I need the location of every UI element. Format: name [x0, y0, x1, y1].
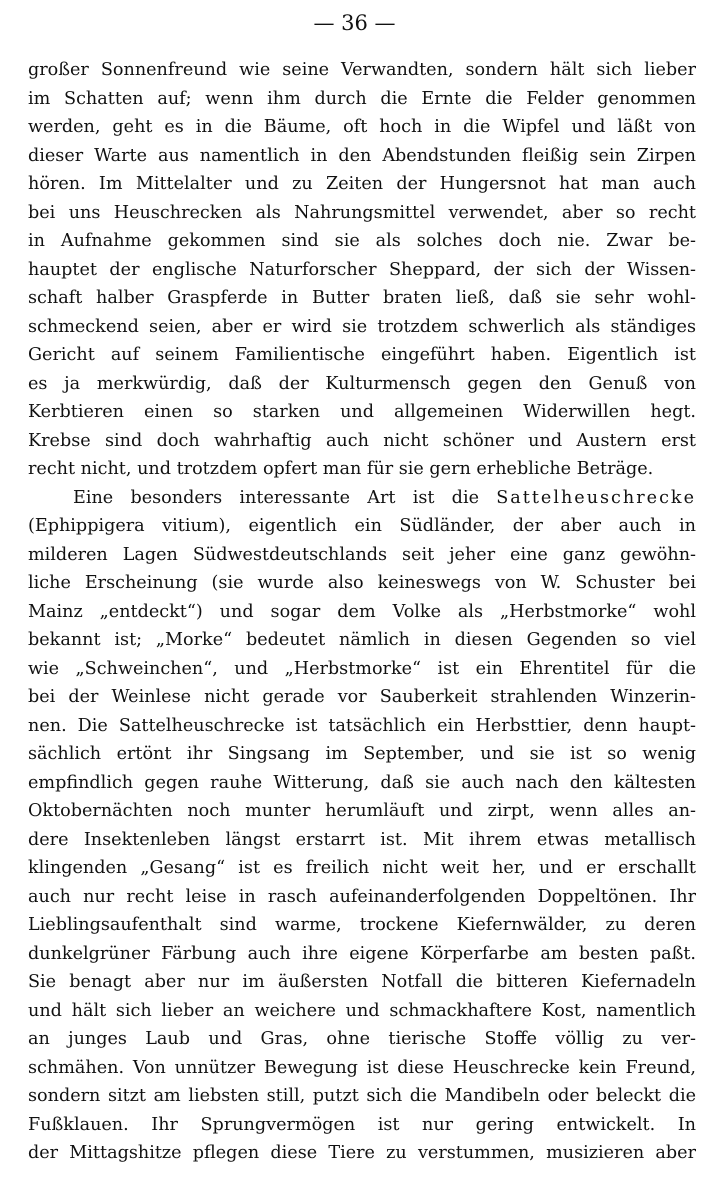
- paragraph-end-line: recht nicht, und trotzdem opfert man für sie gern erhebliche Beträge.: [28, 459, 654, 479]
- text-line: liche Erscheinung (sie wurde also keineswegs von W. Schuster bei: [28, 573, 696, 593]
- paragraph-start-line: [28, 484, 696, 513]
- text-line: Oktobernächten noch munter herumläuft und zirpt, wenn alles an-: [28, 801, 696, 821]
- body-text: [28, 56, 696, 1168]
- text-line: auch nur recht leise in rasch aufeinanderfolgenden Doppeltönen. Ihr: [28, 886, 696, 907]
- text-line: und hält sich lieber an weichere und schmackhaftere Kost, namentlich: [28, 1000, 696, 1021]
- text-line: (Ephippigera vitium), eigentlich ein Südländer, der aber auch in: [28, 516, 696, 536]
- text-line: bei uns Heuschrecken als Nahrungsmittel verwendet, aber so recht: [28, 202, 696, 223]
- text-line: milderen Lagen Südwestdeutschlands seit jeher eine ganz gewöhn-: [28, 544, 696, 565]
- text-line: schmähen. Von unnützer Bewegung ist diese Heuschrecke kein Freund,: [28, 1057, 696, 1078]
- text-line: Mainz „entdeckt“) und sogar dem Volke als „Herbstmorke“ wohl: [28, 601, 696, 622]
- spaced-species-name: Sattelheuschrecke: [496, 487, 696, 508]
- text-line: wie „Schweinchen“, und „Herbstmorke“ ist ein Ehrentitel für die: [28, 658, 696, 679]
- text-line: empfindlich gegen rauhe Witterung, daß sie auch nach den kältesten: [28, 772, 696, 793]
- text-line: dere Insektenleben längst erstarrt ist. Mit ihrem etwas metallisch: [28, 829, 696, 850]
- line-text-lead: Eine besonders interessante Art ist die: [73, 487, 479, 508]
- text-line: sächlich ertönt ihr Singsang im September, und sie ist so wenig: [28, 744, 696, 764]
- text-line: Krebse sind doch wahrhaftig auch nicht schöner und Austern erst: [28, 430, 696, 451]
- text-line: dieser Warte aus namentlich in den Abendstunden fleißig sein Zirpen: [28, 145, 696, 166]
- text-line: Kerbtieren einen so starken und allgemeinen Widerwillen hegt.: [28, 402, 696, 422]
- text-line: dunkelgrüner Färbung auch ihre eigene Körperfarbe am besten paßt.: [28, 943, 696, 964]
- text-line: bekannt ist; „Morke“ bedeutet nämlich in diesen Gegenden so viel: [28, 630, 696, 650]
- text-line: nen. Die Sattelheuschrecke ist tatsächlich ein Herbsttier, denn haupt-: [28, 715, 696, 736]
- text-line: Gericht auf seinem Familientische eingeführt haben. Eigentlich ist: [28, 345, 696, 365]
- text-line: im Schatten auf; wenn ihm durch die Ernte die Felder genommen: [28, 88, 696, 109]
- page-number: — 36 —: [313, 11, 396, 35]
- text-line: klingenden „Gesang“ ist es freilich nicht weit her, und er erschallt: [28, 858, 696, 878]
- text-line: der Mittagshitze pflegen diese Tiere zu verstummen, musizieren aber: [28, 1143, 696, 1163]
- text-line: hören. Im Mittelalter und zu Zeiten der Hungersnot hat man auch: [28, 174, 696, 194]
- text-line: es ja merkwürdig, daß der Kulturmensch gegen den Genuß von: [28, 373, 696, 394]
- text-line: Sie benagt aber nur im äußersten Notfall die bitteren Kiefernadeln: [28, 972, 696, 992]
- text-line: in Aufnahme gekommen sind sie als solches doch nie. Zwar be-: [28, 231, 696, 251]
- text-line: Fußklauen. Ihr Sprungvermögen ist nur gering entwickelt. In: [28, 1114, 696, 1135]
- text-line: an junges Laub und Gras, ohne tierische Stoffe völlig zu ver-: [28, 1029, 696, 1049]
- text-line: Lieblingsaufenthalt sind warme, trockene Kiefernwälder, zu deren: [28, 915, 696, 935]
- text-line: werden, geht es in die Bäume, oft hoch in die Wipfel und läßt von: [28, 117, 696, 137]
- text-line: sondern sitzt am liebsten still, putzt sich die Mandibeln oder beleckt die: [28, 1086, 696, 1106]
- text-line: schmeckend seien, aber er wird sie trotzdem schwerlich als ständiges: [28, 316, 696, 337]
- text-line: großer Sonnenfreund wie seine Verwandten, sondern hält sich lieber: [28, 60, 696, 80]
- text-line: hauptet der englische Naturforscher Sheppard, der sich der Wissen-: [28, 259, 696, 280]
- text-line: bei der Weinlese nicht gerade vor Sauberkeit strahlenden Winzerin-: [28, 687, 696, 707]
- text-line: schaft halber Graspferde in Butter braten ließ, daß sie sehr wohl-: [28, 288, 696, 308]
